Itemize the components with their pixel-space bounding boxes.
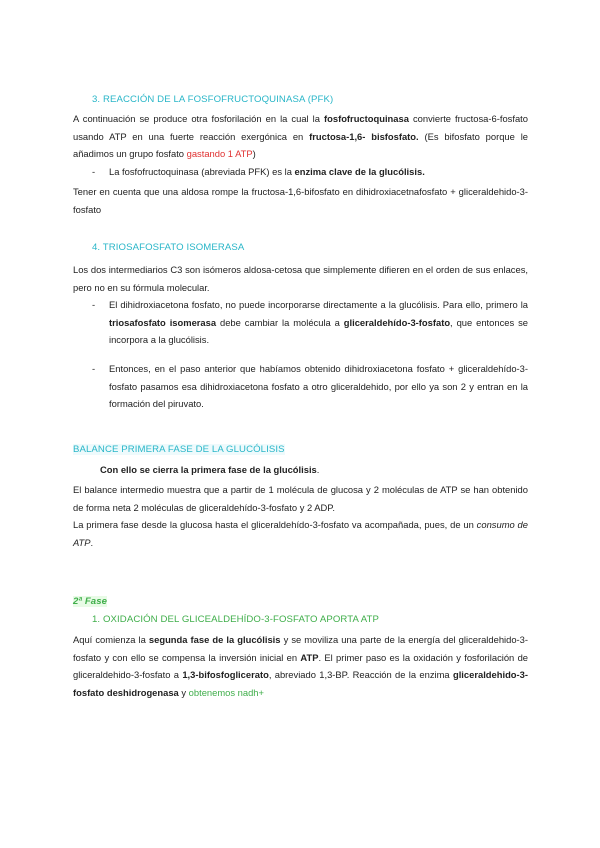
paragraph-isomeros: Los dos intermediarios C3 son isómeros aldosa-cetosa que simplemente difieren en el orden de sus enlaces, pero no en su fórmula molecular. — [73, 264, 528, 293]
text: La primera fase desde la glucosa hasta el gliceraldehído-3-fosfato va acompañada, pues, de un — [73, 519, 477, 530]
text: El dihidroxiacetona fosfato, no puede incorporarse directamente a la glucólisis. Para ello, primero la — [109, 299, 528, 310]
list-item-entonces: Entonces, en el paso anterior que habíamos obtenido dihidroxiacetona fosfato + gliceraldehído-3-fosfato pasamos esa dihidroxiacetona fosfato a otro gliceraldehido, por ello ya son 2 y entran en la formación del piruvato. — [109, 363, 528, 409]
text: ) — [252, 148, 256, 159]
bold-term: ATP — [300, 651, 319, 663]
bullet-dash: - — [92, 299, 96, 310]
bold-term: gliceraldehído-3-fosfato — [343, 316, 451, 328]
highlight-red: gastando 1 ATP — [186, 148, 253, 159]
text: Aquí comienza la — [73, 634, 149, 645]
text: . — [316, 464, 320, 475]
phase-tag: 2ª Fase — [73, 596, 108, 607]
text: debe cambiar la molécula a — [216, 316, 344, 328]
bold-term: 1,3-bifosfoglicerato — [182, 669, 269, 680]
bold-term: enzima clave de la glucólisis. — [294, 166, 425, 177]
bold-term: fosfofructoquinasa — [324, 113, 409, 124]
text: , que entonces se incorpora a la glucólisis. — [109, 316, 528, 345]
list-item-pfk — [109, 163, 528, 181]
text: (Es bifosfato porque le añadimos un grupo fosfato — [73, 130, 529, 159]
text: La fosfofructoquinasa (abreviada PFK) es la — [109, 166, 295, 177]
text: convierte fructosa-6-fosfato usando ATP en una fuerte reacción exergónica en — [73, 113, 529, 142]
bold-term: gliceraldehido-3-fosfato deshidrogenasa — [73, 669, 528, 698]
highlight-green: obtenemos nadh+ — [188, 686, 264, 698]
section-heading-oxidacion: 1. OXIDACIÓN DEL GLICEALDEHÍDO-3-FOSFATO APORTA ATP — [92, 614, 379, 625]
paragraph-pfk — [73, 110, 528, 163]
bullet-dash: - — [92, 166, 96, 177]
paragraph-balance-intermedio: El balance intermedio muestra que a partir de 1 molécula de glucosa y 2 moléculas de ATP se han obtenido de forma neta 2 moléculas de gliceraldehído-3-fosfato y 2 ADP. — [73, 484, 528, 513]
text: y — [178, 686, 189, 698]
section-heading-pfk: 3. REACCIÓN DE LA FOSFOFRUCTOQUINASA (PFK) — [92, 94, 334, 105]
text: , abreviado 1,3-BP. Reacción de la enzima — [268, 669, 453, 680]
paragraph-cierre — [100, 461, 528, 479]
bold-term: Con ello se cierra la primera fase de la glucólisis — [100, 464, 317, 475]
bold-term: segunda fase de la glucólisis — [148, 634, 281, 645]
list-item-dihidroxiacetona — [109, 296, 528, 349]
text: A continuación se produce otra fosforilación en la cual la — [73, 113, 325, 124]
text: . El primer paso es la oxidación y fosforilación de gliceraldehido-3-fosfato a — [73, 651, 528, 680]
bold-term: triosafosfato isomerasa — [109, 316, 217, 328]
paragraph-primera-fase — [73, 516, 528, 551]
section-heading-triosafosfato: 4. TRIOSAFOSFATO ISOMERASA — [92, 242, 245, 253]
italic-term: consumo de ATP — [73, 519, 528, 548]
text: . — [90, 536, 94, 548]
text: y se moviliza una parte de la energía del gliceraldehido-3-fosfato y con ello se compensa la inversión inicial en — [73, 634, 528, 663]
section-heading-balance: BALANCE PRIMERA FASE DE LA GLUCÓLISIS — [73, 444, 285, 455]
bold-term: fructosa-1,6- bisfosfato. — [309, 130, 419, 142]
paragraph-segunda-fase — [73, 631, 528, 701]
bullet-dash: - — [92, 363, 96, 374]
paragraph-aldosa: Tener en cuenta que una aldosa rompe la fructosa-1,6-bifosfato en dihidroxiacetnafosfato + gliceraldehido-3-fosfato — [73, 186, 528, 215]
